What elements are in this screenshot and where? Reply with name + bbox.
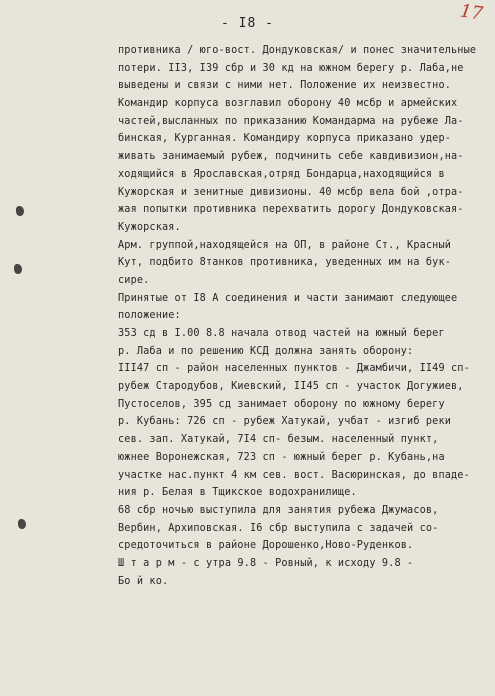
text-line: р. Кубань: 726 сп - рубеж Хатукай, учбат - изгиб реки bbox=[118, 416, 452, 428]
punch-hole-middle bbox=[14, 264, 22, 274]
text-line: средоточиться в районе Дорошенко,Ново-Руденков. bbox=[118, 540, 414, 552]
punch-hole-lower bbox=[18, 519, 26, 529]
text-line: положение: bbox=[118, 310, 181, 322]
text-line: 353 сд в I.00 8.8 начала отвод частей на южный берег bbox=[118, 328, 445, 339]
text-line: Командир корпуса возглавил оборону 40 мсбр и армейских bbox=[118, 98, 458, 110]
text-line: р. Лаба и по решению КСД должна занять оборону: bbox=[118, 345, 414, 357]
text-line: участке нас.пункт 4 км сев. вост. Васюринская, до впаде- bbox=[118, 469, 470, 481]
punch-hole-top bbox=[16, 206, 24, 216]
text-line: жая попытки противника перехватить дорогу Дондуковская- bbox=[118, 204, 464, 216]
typed-text-block bbox=[118, 42, 494, 590]
text-line: сире. bbox=[118, 274, 150, 286]
text-line: Кужорская и зенитные дивизионы. 40 мсбр вела бой ,отра- bbox=[118, 186, 464, 198]
text-line: живать занимаемый рубеж, подчинить себе кавдивизион,на- bbox=[118, 151, 464, 163]
text-line: Пустоселов, 395 сд занимает оборону по южному берегу bbox=[118, 398, 445, 410]
text-line: частей,высланных по приказанию Командарма на рубеже Ла- bbox=[118, 115, 464, 127]
text-line: ходящийся в Ярославская,отряд Бондарца,находящийся в bbox=[118, 168, 445, 180]
text-line: Вербин, Архиповская. I6 сбр выступила с задачей со- bbox=[118, 522, 439, 534]
text-line: Кут, подбито 8танков противника, уведенных им на бук- bbox=[118, 257, 452, 269]
text-line: ния р. Белая в Тщикское водохранилище. bbox=[118, 487, 357, 499]
text-line: Арм. группой,находящейся на ОП, в районе Ст., Красный bbox=[118, 239, 452, 251]
archive-page-mark: 17 bbox=[458, 0, 485, 25]
text-line: противника / юго-вост. Дондуковская/ и понес значительные bbox=[118, 45, 477, 56]
page-number: - I8 - bbox=[221, 16, 274, 31]
text-line: Принятые от I8 А соединения и части занимают следующее bbox=[118, 292, 458, 304]
text-line: Кужорская. bbox=[118, 221, 181, 233]
text-line: III47 сп - район населенных пунктов - Джамбичи, II49 сп- bbox=[118, 363, 470, 375]
text-line: потери. II3, I39 сбр и 30 кд на южном берегу р. Лаба,не bbox=[118, 62, 464, 74]
text-line: Ш т а р м - с утра 9.8 - Ровный, к исходу 9.8 - bbox=[118, 557, 414, 569]
text-line: рубеж Стародубов, Киевский, II45 сп - участок Догужиев, bbox=[118, 381, 464, 393]
text-line: Бо й ко. bbox=[118, 575, 169, 587]
text-line: 68 сбр ночью выступила для занятия рубежа Джумасов, bbox=[118, 504, 439, 516]
text-line: выведены и связи с ними нет. Положение их неизвестно. bbox=[118, 80, 452, 92]
text-line: южнее Воронежская, 723 сп - южный берег р. Кубань,на bbox=[118, 451, 445, 463]
text-line: сев. зап. Хатукай, 7I4 сп- безым. населенный пункт, bbox=[118, 434, 439, 446]
text-line: бинская, Курганная. Командиру корпуса приказано удер- bbox=[118, 133, 452, 145]
